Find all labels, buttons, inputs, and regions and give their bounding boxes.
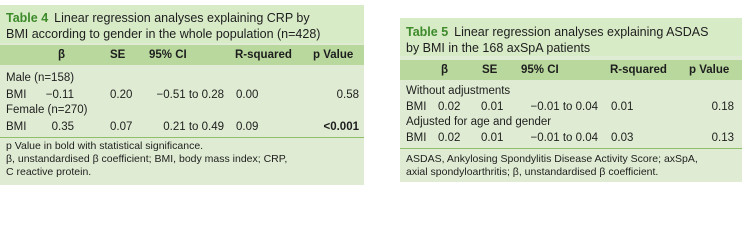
table-5-title-line2: by BMI in the 168 axSpA patients <box>406 41 591 55</box>
cell-r-squared: 0.01 <box>611 101 634 113</box>
header-se: SE <box>110 49 126 61</box>
table-4-divider <box>0 137 364 138</box>
row-label: BMI <box>6 89 27 101</box>
table-5-label: Table 5 <box>406 25 449 39</box>
table-4-title-line2: BMI according to gender in the whole population (n=428) <box>6 27 321 41</box>
table-5-divider <box>400 148 742 149</box>
cell-se: 0.20 <box>110 89 133 101</box>
header-r-squared: R-squared <box>235 49 292 61</box>
header-p-value: p Value <box>689 64 730 76</box>
table-5-footnote-2: axial spondyloarthritis; β, unstandardised β coefficient. <box>406 166 659 178</box>
cell-p-value: 0.18 <box>711 101 734 113</box>
cell-p-value: 0.13 <box>711 132 734 144</box>
row-label: BMI <box>6 121 27 133</box>
table-4-header-row <box>0 45 364 65</box>
cell-ci: −0.01 to 0.04 <box>530 132 598 144</box>
header-se: SE <box>482 64 498 76</box>
cell-beta: 0.02 <box>438 101 461 113</box>
cell-r-squared: 0.00 <box>236 89 259 101</box>
table-4-title-line1: Linear regression analyses explaining CRP by <box>54 11 310 25</box>
group-label-male: Male (n=158) <box>6 72 75 84</box>
table-4-caption <box>6 11 310 26</box>
table-5-title-line1: Linear regression analyses explaining ASDAS <box>454 25 709 39</box>
table-4-footnote-3: C reactive protein. <box>6 166 92 178</box>
table-4-footnote-1: p Value in bold with statistical significance. <box>6 140 204 152</box>
cell-se: 0.01 <box>481 101 504 113</box>
group-label-unadjusted: Without adjustments <box>406 85 511 97</box>
header-beta: β <box>441 64 449 76</box>
table-5-footnote-1: ASDAS, Ankylosing Spondylitis Disease Activity Score; axSpA, <box>406 153 698 165</box>
table-5-caption <box>406 25 708 40</box>
cell-p-value: 0.58 <box>336 89 359 101</box>
header-r-squared: R-squared <box>610 64 667 76</box>
cell-r-squared: 0.09 <box>236 121 259 133</box>
table-4 <box>0 5 364 185</box>
header-p-value: p Value <box>313 49 354 61</box>
row-label: BMI <box>406 101 427 113</box>
header-beta: β <box>58 49 66 61</box>
cell-beta: 0.35 <box>51 121 74 133</box>
cell-p-value-significant: <0.001 <box>323 121 359 133</box>
row-label: BMI <box>406 132 427 144</box>
group-label-adjusted: Adjusted for age and gender <box>406 116 552 128</box>
cell-ci: −0.01 to 0.04 <box>530 101 598 113</box>
cell-beta: 0.02 <box>438 132 461 144</box>
table-5-header-row <box>400 60 742 80</box>
cell-beta: −0.11 <box>45 89 74 101</box>
cell-r-squared: 0.03 <box>611 132 634 144</box>
table-4-footnote-2: β, unstandardised β coefficient; BMI, body mass index; CRP, <box>6 153 288 165</box>
table-4-label: Table 4 <box>6 11 49 25</box>
group-label-female: Female (n=270) <box>6 104 88 116</box>
header-ci: 95% CI <box>521 64 559 76</box>
header-ci: 95% CI <box>149 49 187 61</box>
cell-se: 0.07 <box>110 121 133 133</box>
cell-ci: 0.21 to 0.49 <box>163 121 224 133</box>
cell-se: 0.01 <box>481 132 504 144</box>
table-5 <box>400 18 742 182</box>
cell-ci: −0.51 to 0.28 <box>156 89 224 101</box>
